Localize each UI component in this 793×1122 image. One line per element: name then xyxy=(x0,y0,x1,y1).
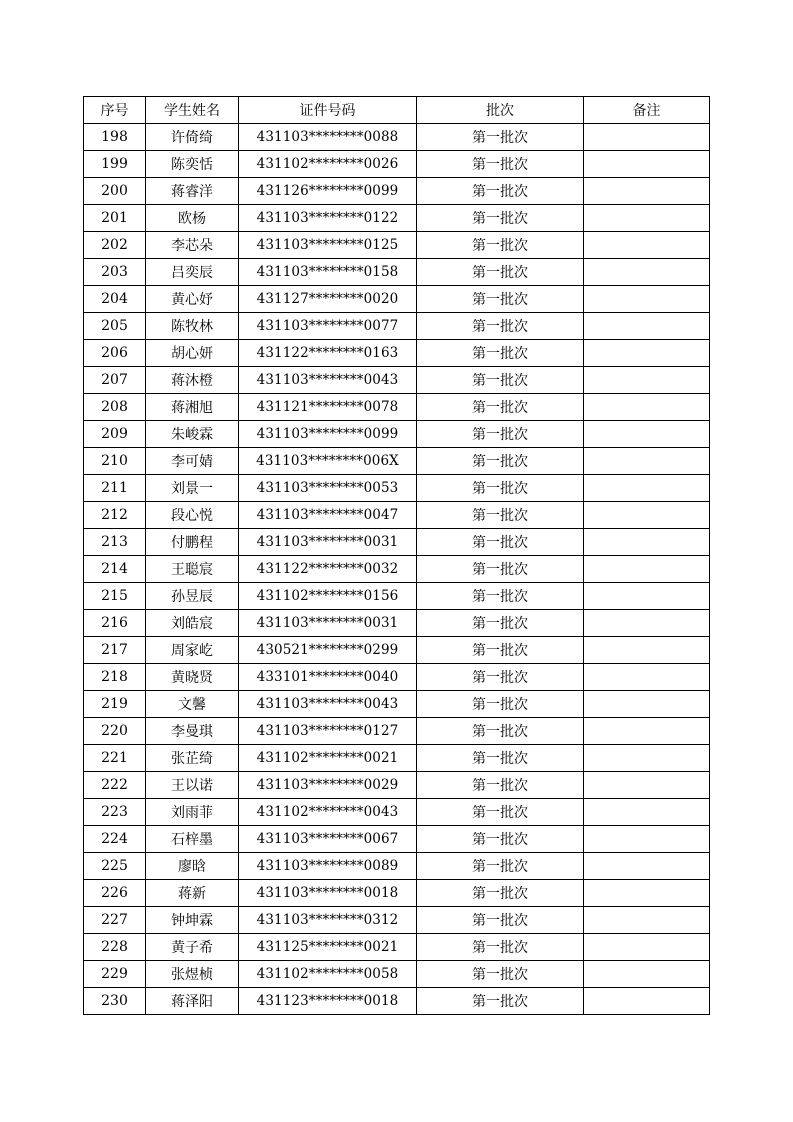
table-row xyxy=(84,421,710,448)
cell-batch: 第一批次 xyxy=(417,988,584,1015)
cell-student-name: 李可婧 xyxy=(146,448,239,475)
cell-remark xyxy=(584,286,710,313)
cell-seq: 224 xyxy=(84,826,146,853)
cell-student-name: 黄心妤 xyxy=(146,286,239,313)
cell-remark xyxy=(584,691,710,718)
cell-id-number: 433101********0040 xyxy=(239,664,417,691)
table-row xyxy=(84,934,710,961)
cell-student-name: 李芯朵 xyxy=(146,232,239,259)
cell-id-number: 431103********0127 xyxy=(239,718,417,745)
table-row xyxy=(84,205,710,232)
cell-remark xyxy=(584,718,710,745)
header-name: 学生姓名 xyxy=(146,97,239,124)
cell-batch: 第一批次 xyxy=(417,853,584,880)
cell-batch: 第一批次 xyxy=(417,799,584,826)
cell-seq: 226 xyxy=(84,880,146,907)
cell-seq: 206 xyxy=(84,340,146,367)
table-row xyxy=(84,772,710,799)
cell-seq: 219 xyxy=(84,691,146,718)
cell-student-name: 胡心妍 xyxy=(146,340,239,367)
cell-batch: 第一批次 xyxy=(417,610,584,637)
cell-remark xyxy=(584,313,710,340)
student-roster-table xyxy=(83,96,710,1015)
cell-remark xyxy=(584,826,710,853)
cell-student-name: 黄子希 xyxy=(146,934,239,961)
table-row xyxy=(84,907,710,934)
cell-batch: 第一批次 xyxy=(417,340,584,367)
cell-id-number: 431103********0047 xyxy=(239,502,417,529)
cell-batch: 第一批次 xyxy=(417,961,584,988)
cell-seq: 212 xyxy=(84,502,146,529)
table-row xyxy=(84,367,710,394)
cell-remark xyxy=(584,421,710,448)
table-row xyxy=(84,880,710,907)
cell-id-number: 431102********0021 xyxy=(239,745,417,772)
cell-remark xyxy=(584,772,710,799)
cell-remark xyxy=(584,745,710,772)
table-row xyxy=(84,853,710,880)
cell-batch: 第一批次 xyxy=(417,124,584,151)
table-row xyxy=(84,124,710,151)
cell-seq: 216 xyxy=(84,610,146,637)
cell-batch: 第一批次 xyxy=(417,205,584,232)
cell-seq: 201 xyxy=(84,205,146,232)
cell-id-number: 431102********0043 xyxy=(239,799,417,826)
cell-student-name: 刘皓宸 xyxy=(146,610,239,637)
cell-batch: 第一批次 xyxy=(417,664,584,691)
cell-student-name: 陈牧林 xyxy=(146,313,239,340)
cell-seq: 218 xyxy=(84,664,146,691)
cell-student-name: 朱峻霖 xyxy=(146,421,239,448)
table-row xyxy=(84,718,710,745)
cell-student-name: 黄晓贤 xyxy=(146,664,239,691)
table-row xyxy=(84,988,710,1015)
cell-remark xyxy=(584,178,710,205)
cell-student-name: 蒋泽阳 xyxy=(146,988,239,1015)
table-body xyxy=(84,124,710,1015)
cell-batch: 第一批次 xyxy=(417,772,584,799)
cell-remark xyxy=(584,502,710,529)
cell-student-name: 蒋睿洋 xyxy=(146,178,239,205)
cell-seq: 202 xyxy=(84,232,146,259)
cell-student-name: 蒋沐橙 xyxy=(146,367,239,394)
header-remark: 备注 xyxy=(584,97,710,124)
cell-id-number: 431103********0031 xyxy=(239,610,417,637)
cell-batch: 第一批次 xyxy=(417,880,584,907)
cell-student-name: 许倚绮 xyxy=(146,124,239,151)
cell-id-number: 431122********0032 xyxy=(239,556,417,583)
cell-id-number: 431103********0018 xyxy=(239,880,417,907)
cell-student-name: 文馨 xyxy=(146,691,239,718)
cell-batch: 第一批次 xyxy=(417,448,584,475)
cell-seq: 225 xyxy=(84,853,146,880)
cell-remark xyxy=(584,340,710,367)
cell-seq: 214 xyxy=(84,556,146,583)
cell-seq: 207 xyxy=(84,367,146,394)
table-row xyxy=(84,961,710,988)
cell-seq: 220 xyxy=(84,718,146,745)
cell-batch: 第一批次 xyxy=(417,367,584,394)
cell-batch: 第一批次 xyxy=(417,637,584,664)
cell-batch: 第一批次 xyxy=(417,718,584,745)
table-row xyxy=(84,340,710,367)
cell-student-name: 段心悦 xyxy=(146,502,239,529)
cell-id-number: 430521********0299 xyxy=(239,637,417,664)
cell-batch: 第一批次 xyxy=(417,286,584,313)
header-seq: 序号 xyxy=(84,97,146,124)
cell-student-name: 石梓墨 xyxy=(146,826,239,853)
cell-student-name: 付鹏程 xyxy=(146,529,239,556)
cell-batch: 第一批次 xyxy=(417,475,584,502)
cell-id-number: 431103********0088 xyxy=(239,124,417,151)
cell-id-number: 431103********0053 xyxy=(239,475,417,502)
cell-seq: 223 xyxy=(84,799,146,826)
cell-student-name: 李曼琪 xyxy=(146,718,239,745)
table-row xyxy=(84,637,710,664)
cell-student-name: 刘景一 xyxy=(146,475,239,502)
cell-seq: 228 xyxy=(84,934,146,961)
cell-remark xyxy=(584,556,710,583)
table-row xyxy=(84,151,710,178)
table-row xyxy=(84,313,710,340)
cell-id-number: 431125********0021 xyxy=(239,934,417,961)
table-row xyxy=(84,259,710,286)
cell-remark xyxy=(584,205,710,232)
cell-student-name: 刘雨菲 xyxy=(146,799,239,826)
cell-seq: 199 xyxy=(84,151,146,178)
table-row xyxy=(84,691,710,718)
table-header-row xyxy=(84,97,710,124)
cell-seq: 209 xyxy=(84,421,146,448)
cell-student-name: 吕奕辰 xyxy=(146,259,239,286)
cell-id-number: 431103********0122 xyxy=(239,205,417,232)
cell-remark xyxy=(584,448,710,475)
table-row xyxy=(84,286,710,313)
cell-remark xyxy=(584,394,710,421)
cell-remark xyxy=(584,367,710,394)
cell-seq: 229 xyxy=(84,961,146,988)
cell-remark xyxy=(584,934,710,961)
cell-id-number: 431102********0058 xyxy=(239,961,417,988)
cell-remark xyxy=(584,880,710,907)
table-row xyxy=(84,583,710,610)
cell-batch: 第一批次 xyxy=(417,502,584,529)
cell-batch: 第一批次 xyxy=(417,151,584,178)
cell-seq: 230 xyxy=(84,988,146,1015)
cell-remark xyxy=(584,259,710,286)
cell-batch: 第一批次 xyxy=(417,691,584,718)
cell-batch: 第一批次 xyxy=(417,178,584,205)
cell-seq: 210 xyxy=(84,448,146,475)
cell-seq: 213 xyxy=(84,529,146,556)
cell-student-name: 周家屹 xyxy=(146,637,239,664)
cell-batch: 第一批次 xyxy=(417,259,584,286)
cell-seq: 215 xyxy=(84,583,146,610)
cell-id-number: 431103********0067 xyxy=(239,826,417,853)
cell-remark xyxy=(584,151,710,178)
cell-id-number: 431103********0043 xyxy=(239,367,417,394)
cell-seq: 211 xyxy=(84,475,146,502)
cell-remark xyxy=(584,961,710,988)
cell-batch: 第一批次 xyxy=(417,394,584,421)
table-row xyxy=(84,232,710,259)
cell-student-name: 钟坤霖 xyxy=(146,907,239,934)
cell-id-number: 431121********0078 xyxy=(239,394,417,421)
cell-seq: 200 xyxy=(84,178,146,205)
cell-seq: 227 xyxy=(84,907,146,934)
table-row xyxy=(84,448,710,475)
header-id-number: 证件号码 xyxy=(239,97,417,124)
cell-student-name: 陈奕恬 xyxy=(146,151,239,178)
cell-student-name: 欧杨 xyxy=(146,205,239,232)
cell-id-number: 431127********0020 xyxy=(239,286,417,313)
table-row xyxy=(84,799,710,826)
cell-remark xyxy=(584,907,710,934)
cell-id-number: 431126********0099 xyxy=(239,178,417,205)
cell-id-number: 431103********0125 xyxy=(239,232,417,259)
cell-student-name: 蒋新 xyxy=(146,880,239,907)
cell-id-number: 431102********0156 xyxy=(239,583,417,610)
cell-batch: 第一批次 xyxy=(417,421,584,448)
cell-id-number: 431122********0163 xyxy=(239,340,417,367)
table-row xyxy=(84,664,710,691)
cell-remark xyxy=(584,664,710,691)
cell-seq: 222 xyxy=(84,772,146,799)
cell-batch: 第一批次 xyxy=(417,583,584,610)
table-row xyxy=(84,178,710,205)
cell-batch: 第一批次 xyxy=(417,934,584,961)
cell-student-name: 张煜桢 xyxy=(146,961,239,988)
cell-remark xyxy=(584,988,710,1015)
cell-id-number: 431103********0077 xyxy=(239,313,417,340)
cell-seq: 217 xyxy=(84,637,146,664)
table-row xyxy=(84,745,710,772)
cell-seq: 198 xyxy=(84,124,146,151)
cell-student-name: 孙昱辰 xyxy=(146,583,239,610)
cell-batch: 第一批次 xyxy=(417,826,584,853)
table-row xyxy=(84,610,710,637)
table-row xyxy=(84,556,710,583)
cell-remark xyxy=(584,799,710,826)
cell-remark xyxy=(584,637,710,664)
cell-batch: 第一批次 xyxy=(417,556,584,583)
cell-id-number: 431103********0043 xyxy=(239,691,417,718)
cell-seq: 204 xyxy=(84,286,146,313)
cell-remark xyxy=(584,475,710,502)
cell-student-name: 王以诺 xyxy=(146,772,239,799)
cell-id-number: 431103********0099 xyxy=(239,421,417,448)
cell-id-number: 431102********0026 xyxy=(239,151,417,178)
cell-student-name: 张芷绮 xyxy=(146,745,239,772)
cell-student-name: 蒋湘旭 xyxy=(146,394,239,421)
cell-seq: 208 xyxy=(84,394,146,421)
cell-seq: 221 xyxy=(84,745,146,772)
cell-batch: 第一批次 xyxy=(417,745,584,772)
cell-id-number: 431103********0029 xyxy=(239,772,417,799)
table-row xyxy=(84,475,710,502)
cell-remark xyxy=(584,232,710,259)
cell-remark xyxy=(584,583,710,610)
table-row xyxy=(84,826,710,853)
cell-seq: 205 xyxy=(84,313,146,340)
cell-id-number: 431103********006X xyxy=(239,448,417,475)
cell-remark xyxy=(584,610,710,637)
cell-id-number: 431103********0031 xyxy=(239,529,417,556)
cell-remark xyxy=(584,529,710,556)
table-row xyxy=(84,394,710,421)
cell-batch: 第一批次 xyxy=(417,529,584,556)
cell-id-number: 431103********0089 xyxy=(239,853,417,880)
cell-batch: 第一批次 xyxy=(417,232,584,259)
header-batch: 批次 xyxy=(417,97,584,124)
cell-student-name: 王聪宸 xyxy=(146,556,239,583)
table-row xyxy=(84,529,710,556)
cell-student-name: 廖晗 xyxy=(146,853,239,880)
cell-seq: 203 xyxy=(84,259,146,286)
cell-id-number: 431123********0018 xyxy=(239,988,417,1015)
cell-id-number: 431103********0312 xyxy=(239,907,417,934)
cell-batch: 第一批次 xyxy=(417,907,584,934)
cell-remark xyxy=(584,124,710,151)
table-row xyxy=(84,502,710,529)
cell-remark xyxy=(584,853,710,880)
cell-batch: 第一批次 xyxy=(417,313,584,340)
cell-id-number: 431103********0158 xyxy=(239,259,417,286)
